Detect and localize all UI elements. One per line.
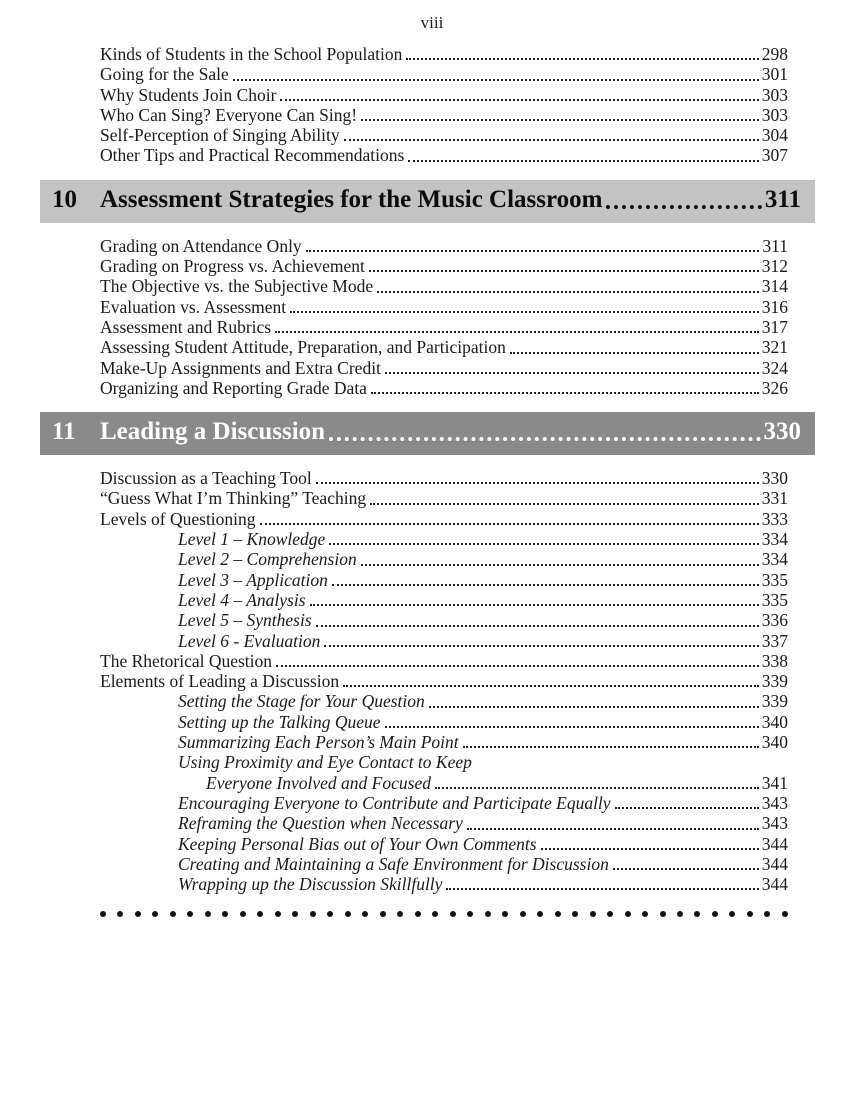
toc [0, 44, 864, 894]
dot-leader [306, 250, 760, 252]
chapter-number: 11 [52, 418, 76, 446]
toc-entry-page-number: 303 [761, 84, 788, 105]
separator-dot [537, 911, 543, 917]
toc-entry [100, 145, 788, 165]
toc-group [100, 44, 788, 166]
separator-dot [432, 911, 438, 917]
dot-leader [385, 726, 759, 728]
separator-dot [205, 911, 211, 917]
dot-leader [615, 807, 759, 809]
separator-dot [310, 911, 316, 917]
toc-entry-title: Creating and Maintaining a Safe Environment for Discussion [178, 853, 609, 874]
separator-dot [292, 911, 298, 917]
toc-entry [100, 590, 788, 610]
toc-entry [100, 671, 788, 691]
toc-entry-page-number: 339 [761, 671, 788, 692]
toc-entry [100, 691, 788, 711]
dot-leader [377, 291, 759, 293]
toc-entry-page-number: 334 [761, 529, 788, 550]
toc-entry-page-number: 331 [761, 488, 788, 509]
toc-entry-title: Going for the Sale [100, 64, 229, 85]
toc-entry-page-number: 340 [761, 732, 788, 753]
toc-entry-title: Grading on Attendance Only [100, 235, 302, 256]
separator-dot [152, 911, 158, 917]
toc-entry-title: Reframing the Question when Necessary [178, 813, 463, 834]
toc-entry-title: Assessment and Rubrics [100, 316, 272, 337]
toc-entry [100, 712, 788, 732]
dot-leader [613, 868, 759, 870]
toc-entry [100, 610, 788, 630]
toc-entry-title: Assessing Student Attitude, Preparation, and Participation [100, 337, 506, 358]
toc-entry-page-number: 343 [761, 813, 788, 834]
separator-dot [590, 911, 596, 917]
toc-entry [100, 256, 788, 276]
toc-entry-page-number: 338 [761, 650, 788, 671]
toc-entry [100, 488, 788, 508]
toc-entry-title: Self-Perception of Singing Ability [100, 125, 340, 146]
separator-dot [257, 911, 263, 917]
dot-leader [316, 482, 759, 484]
toc-entry-page-number: 314 [761, 276, 788, 297]
separator-dot [467, 911, 473, 917]
toc-entry [100, 236, 788, 256]
toc-entry [100, 297, 788, 317]
toc-entry-page-number: 311 [762, 235, 788, 256]
toc-entry-page-number: 324 [761, 357, 788, 378]
toc-entry [100, 44, 788, 64]
toc-entry-page-number: 335 [761, 589, 788, 610]
toc-entry-title: Setting the Stage for Your Question [178, 691, 425, 712]
toc-entry-page-number: 330 [761, 468, 788, 489]
toc-entry-page-number: 298 [761, 44, 788, 64]
toc-entry [100, 773, 788, 793]
dot-leader [435, 787, 759, 789]
dot-leader [385, 372, 759, 374]
separator-dot [397, 911, 403, 917]
toc-entry [100, 468, 788, 488]
chapter-title: Leading a Discussion [100, 418, 326, 446]
toc-entry-title: The Rhetorical Question [100, 650, 273, 671]
separator-dot [712, 911, 718, 917]
toc-entry-page-number: 339 [761, 691, 788, 712]
separator-dot [415, 911, 421, 917]
toc-entry [100, 752, 788, 772]
separator-dot [782, 911, 788, 917]
toc-entry-title: Setting up the Talking Queue [178, 711, 381, 732]
dot-leader [429, 706, 759, 708]
separator-dot [100, 911, 106, 917]
toc-entry-title: Everyone Involved and Focused [206, 772, 431, 793]
dot-leader [370, 503, 759, 505]
separator-dot [485, 911, 491, 917]
separator-dot [642, 911, 648, 917]
separator-dot [117, 911, 123, 917]
toc-entry-title: Why Students Join Choir [100, 84, 277, 105]
toc-entry-page-number: 344 [761, 833, 788, 854]
separator-dot [555, 911, 561, 917]
chapter-heading-10 [40, 180, 815, 223]
toc-entry-page-number: 316 [761, 296, 788, 317]
toc-entry-title: Make-Up Assignments and Extra Credit [100, 357, 381, 378]
toc-entry [100, 509, 788, 529]
toc-entry [100, 732, 788, 752]
toc-entry-title: Level 3 – Application [178, 569, 328, 590]
dot-leader [329, 543, 758, 545]
dot-leader [280, 99, 758, 101]
toc-entry-title: Who Can Sing? Everyone Can Sing! [100, 104, 358, 125]
dot-leader [541, 848, 759, 850]
dot-leader [344, 139, 759, 141]
toc-entry [100, 358, 788, 378]
chapter-number: 10 [52, 185, 77, 213]
toc-group [100, 236, 788, 398]
toc-entry-title: Elements of Leading a Discussion [100, 671, 340, 692]
toc-entry-title: Level 5 – Synthesis [178, 610, 312, 631]
dot-leader [233, 79, 759, 81]
toc-entry-page-number: 343 [761, 792, 788, 813]
separator-dot [345, 911, 351, 917]
toc-entry-title: Level 2 – Comprehension [178, 549, 357, 570]
separator-dot [450, 911, 456, 917]
toc-entry [100, 874, 788, 894]
separator-dot [747, 911, 753, 917]
toc-entry-title: Organizing and Reporting Grade Data [100, 377, 367, 398]
toc-entry-page-number: 312 [761, 256, 788, 277]
dot-leader [343, 685, 759, 687]
dot-leader [408, 160, 758, 162]
separator-dot [729, 911, 735, 917]
dot-leader [371, 392, 759, 394]
toc-entry [100, 813, 788, 833]
chapter-page-number: 311 [764, 185, 801, 213]
separator-dot [222, 911, 228, 917]
toc-entry-page-number: 337 [761, 630, 788, 651]
dot-separator [100, 911, 788, 917]
toc-entry-title: Levels of Questioning [100, 508, 256, 529]
dot-leader [406, 58, 758, 60]
toc-entry [100, 793, 788, 813]
dot-leader [310, 604, 759, 606]
toc-entry-title: Wrapping up the Discussion Skillfully [178, 874, 443, 895]
toc-entry-page-number: 341 [761, 772, 788, 793]
separator-dot [275, 911, 281, 917]
dot-leader [369, 270, 759, 272]
toc-entry-page-number: 304 [761, 125, 788, 146]
separator-dot [660, 911, 666, 917]
toc-entry [100, 549, 788, 569]
separator-dot [520, 911, 526, 917]
toc-entry [100, 529, 788, 549]
toc-entry-title: Level 6 - Evaluation [178, 630, 321, 651]
toc-entry [100, 105, 788, 125]
dot-leader [260, 523, 759, 525]
dot-leader [275, 331, 759, 333]
separator-dot [764, 911, 770, 917]
toc-entry-title: Other Tips and Practical Recommendations [100, 145, 405, 166]
dot-leader [332, 584, 759, 586]
toc-entry-page-number: 334 [761, 549, 788, 570]
toc-entry-title: Encouraging Everyone to Contribute and Participate Equally [178, 792, 611, 813]
dot-leader [361, 119, 759, 121]
chapter-heading-11 [40, 412, 815, 455]
separator-dot [694, 911, 700, 917]
separator-dot [625, 911, 631, 917]
toc-entry-title: Summarizing Each Person’s Main Point [178, 732, 459, 753]
toc-entry [100, 317, 788, 337]
separator-dot [607, 911, 613, 917]
toc-entry-page-number: 303 [761, 104, 788, 125]
toc-entry-page-number: 326 [761, 377, 788, 398]
dot-leader [446, 888, 758, 890]
separator-dot [170, 911, 176, 917]
separator-dot [677, 911, 683, 917]
page-folio: viii [420, 13, 444, 32]
toc-entry-title: Grading on Progress vs. Achievement [100, 256, 365, 277]
dot-leader [329, 437, 760, 441]
toc-entry-page-number: 336 [761, 610, 788, 631]
toc-entry [100, 125, 788, 145]
separator-dot [502, 911, 508, 917]
toc-entry [100, 276, 788, 296]
separator-dot [327, 911, 333, 917]
toc-group [100, 468, 788, 894]
toc-entry-page-number: 301 [761, 64, 788, 85]
toc-entry-title: Level 1 – Knowledge [178, 529, 326, 550]
dot-leader [606, 205, 761, 209]
toc-entry-title: Discussion as a Teaching Tool [100, 468, 312, 489]
dot-leader [467, 828, 759, 830]
separator-dot [380, 911, 386, 917]
toc-entry-title: Kinds of Students in the School Population [100, 44, 403, 64]
separator-dot [572, 911, 578, 917]
dot-leader [316, 625, 759, 627]
dot-leader [276, 665, 759, 667]
toc-entry-title: “Guess What I’m Thinking” Teaching [100, 488, 367, 509]
toc-entry-title: Using Proximity and Eye Contact to Keep [178, 752, 472, 773]
toc-entry-title: Level 4 – Analysis [178, 589, 306, 610]
toc-entry [100, 570, 788, 590]
separator-dot [135, 911, 141, 917]
toc-entry-page-number: 307 [761, 145, 788, 166]
dot-leader [463, 746, 759, 748]
dot-leader [290, 311, 759, 313]
toc-entry-page-number: 335 [761, 569, 788, 590]
toc-entry-page-number: 317 [761, 316, 788, 337]
chapter-page-number: 330 [763, 418, 801, 446]
dot-leader [324, 645, 758, 647]
toc-entry-page-number: 344 [761, 874, 788, 895]
toc-entry-title: Evaluation vs. Assessment [100, 296, 287, 317]
separator-dot [240, 911, 246, 917]
toc-entry [100, 337, 788, 357]
toc-entry-page-number: 321 [761, 337, 788, 358]
toc-entry-page-number: 344 [761, 853, 788, 874]
toc-entry [100, 378, 788, 398]
dot-leader [510, 352, 759, 354]
toc-entry [100, 631, 788, 651]
toc-entry-page-number: 333 [761, 508, 788, 529]
toc-entry-title: Keeping Personal Bias out of Your Own Comments [178, 833, 537, 854]
toc-entry [100, 85, 788, 105]
separator-dot [187, 911, 193, 917]
toc-entry [100, 651, 788, 671]
toc-entry [100, 834, 788, 854]
toc-entry [100, 854, 788, 874]
toc-entry-title: The Objective vs. the Subjective Mode [100, 276, 374, 297]
dot-leader [361, 564, 759, 566]
toc-entry-page-number: 340 [761, 711, 788, 732]
separator-dot [362, 911, 368, 917]
toc-entry [100, 64, 788, 84]
chapter-title: Assessment Strategies for the Music Classroom [100, 185, 603, 213]
